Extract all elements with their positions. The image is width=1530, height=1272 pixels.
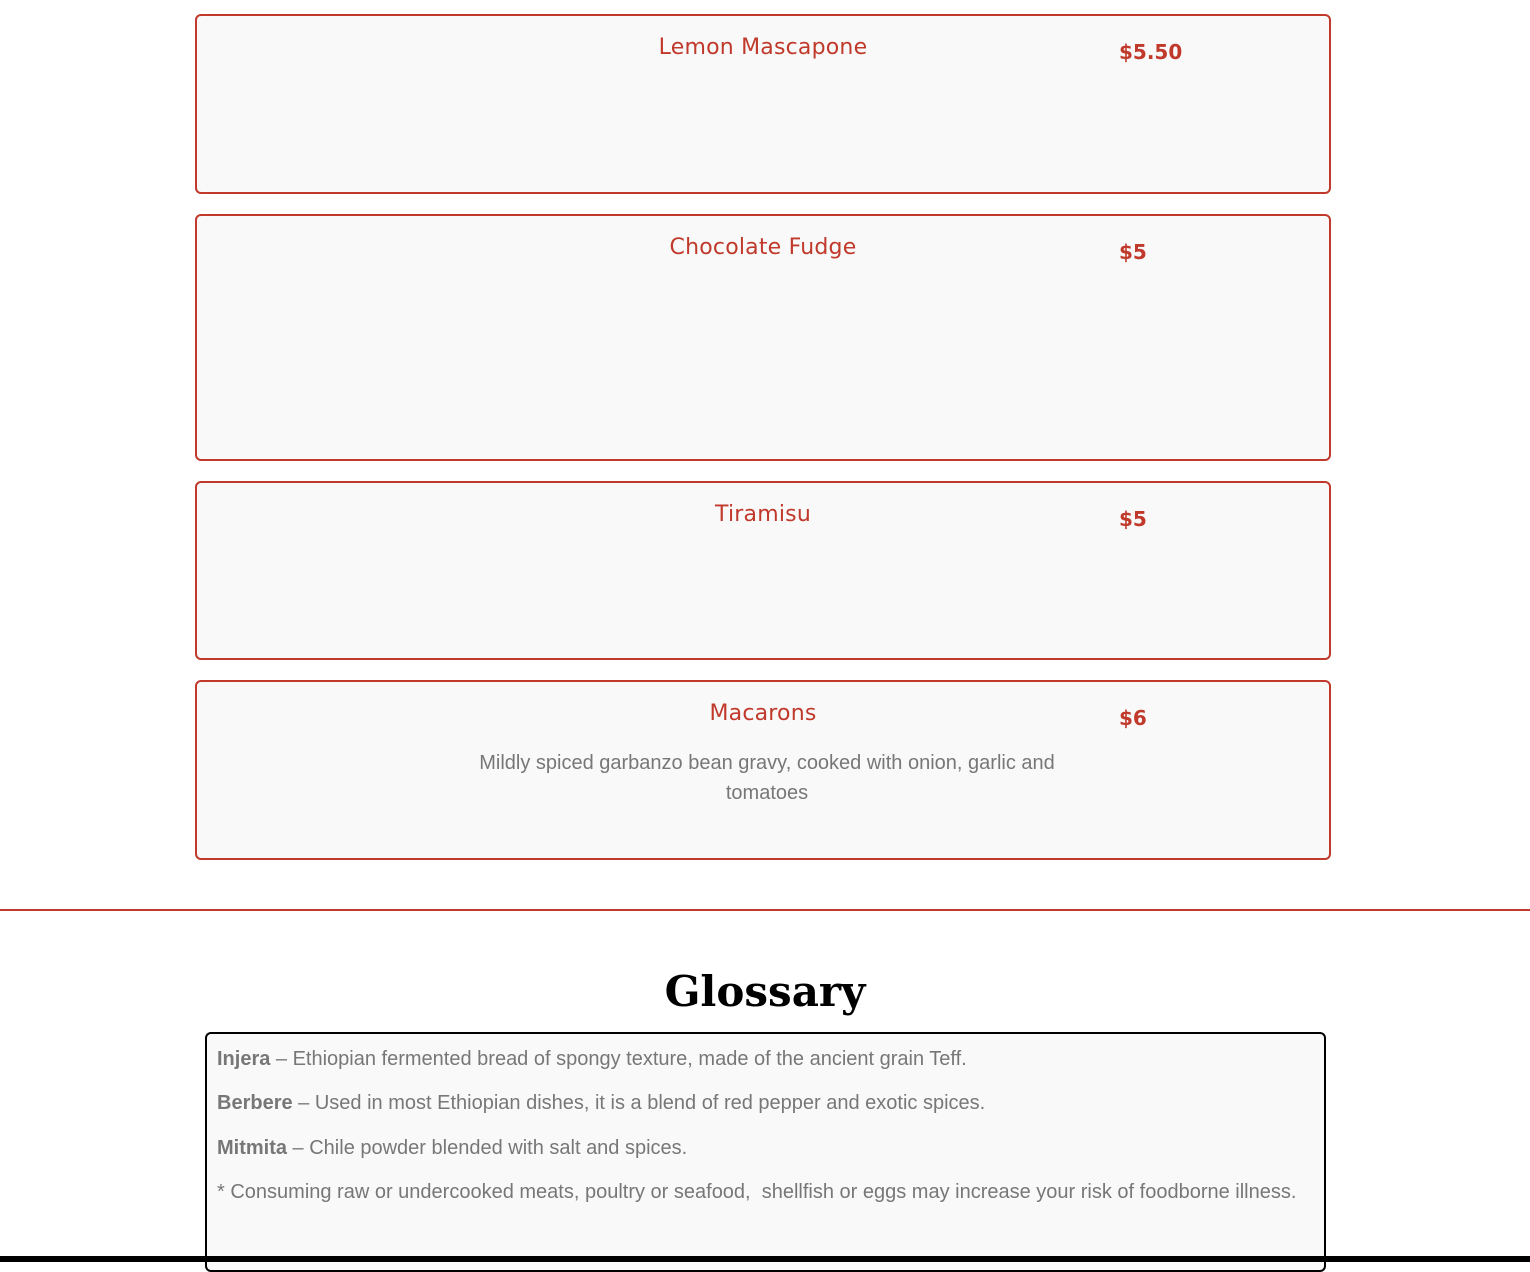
menu-item-price: $5.50 <box>1119 40 1183 64</box>
menu-item-name: Chocolate Fudge <box>669 235 857 260</box>
menu-item-name: Tiramisu <box>715 502 811 527</box>
glossary-box <box>205 1032 1326 1272</box>
section-divider <box>0 909 1530 911</box>
menu-card-macarons <box>195 680 1331 860</box>
menu-item-price: $5 <box>1119 507 1147 531</box>
menu-card-chocolate-fudge <box>195 214 1331 461</box>
glossary-definition: – Ethiopian fermented bread of spongy texture, made of the ancient grain Teff. <box>270 1048 967 1070</box>
glossary-title: Glossary <box>664 967 866 1016</box>
glossary-term: Injera <box>217 1048 271 1070</box>
glossary-term: Mitmita <box>217 1137 287 1159</box>
glossary-entry-mitmita <box>217 1135 687 1161</box>
glossary-term: Berbere <box>217 1092 293 1114</box>
glossary-entry-injera <box>217 1046 967 1072</box>
menu-item-name: Lemon Mascapone <box>658 35 868 60</box>
page-bottom-bar <box>0 1256 1530 1262</box>
glossary-definition: – Chile powder blended with salt and spices. <box>287 1137 688 1159</box>
menu-item-name: Macarons <box>709 701 817 726</box>
menu-card-lemon-mascapone <box>195 14 1331 194</box>
glossary-entry-berbere <box>217 1090 985 1116</box>
menu-item-price: $6 <box>1119 706 1147 730</box>
menu-card-tiramisu <box>195 481 1331 660</box>
menu-item-description: Mildly spiced garbanzo bean gravy, cooked with onion, garlic and tomatoes <box>479 752 1055 804</box>
foodborne-illness-note: * Consuming raw or undercooked meats, poultry or seafood, shellfish or eggs may increase your risk of foodborne illness. <box>217 1181 1297 1203</box>
menu-item-price: $5 <box>1119 240 1147 264</box>
glossary-definition: – Used in most Ethiopian dishes, it is a blend of red pepper and exotic spices. <box>292 1092 986 1114</box>
